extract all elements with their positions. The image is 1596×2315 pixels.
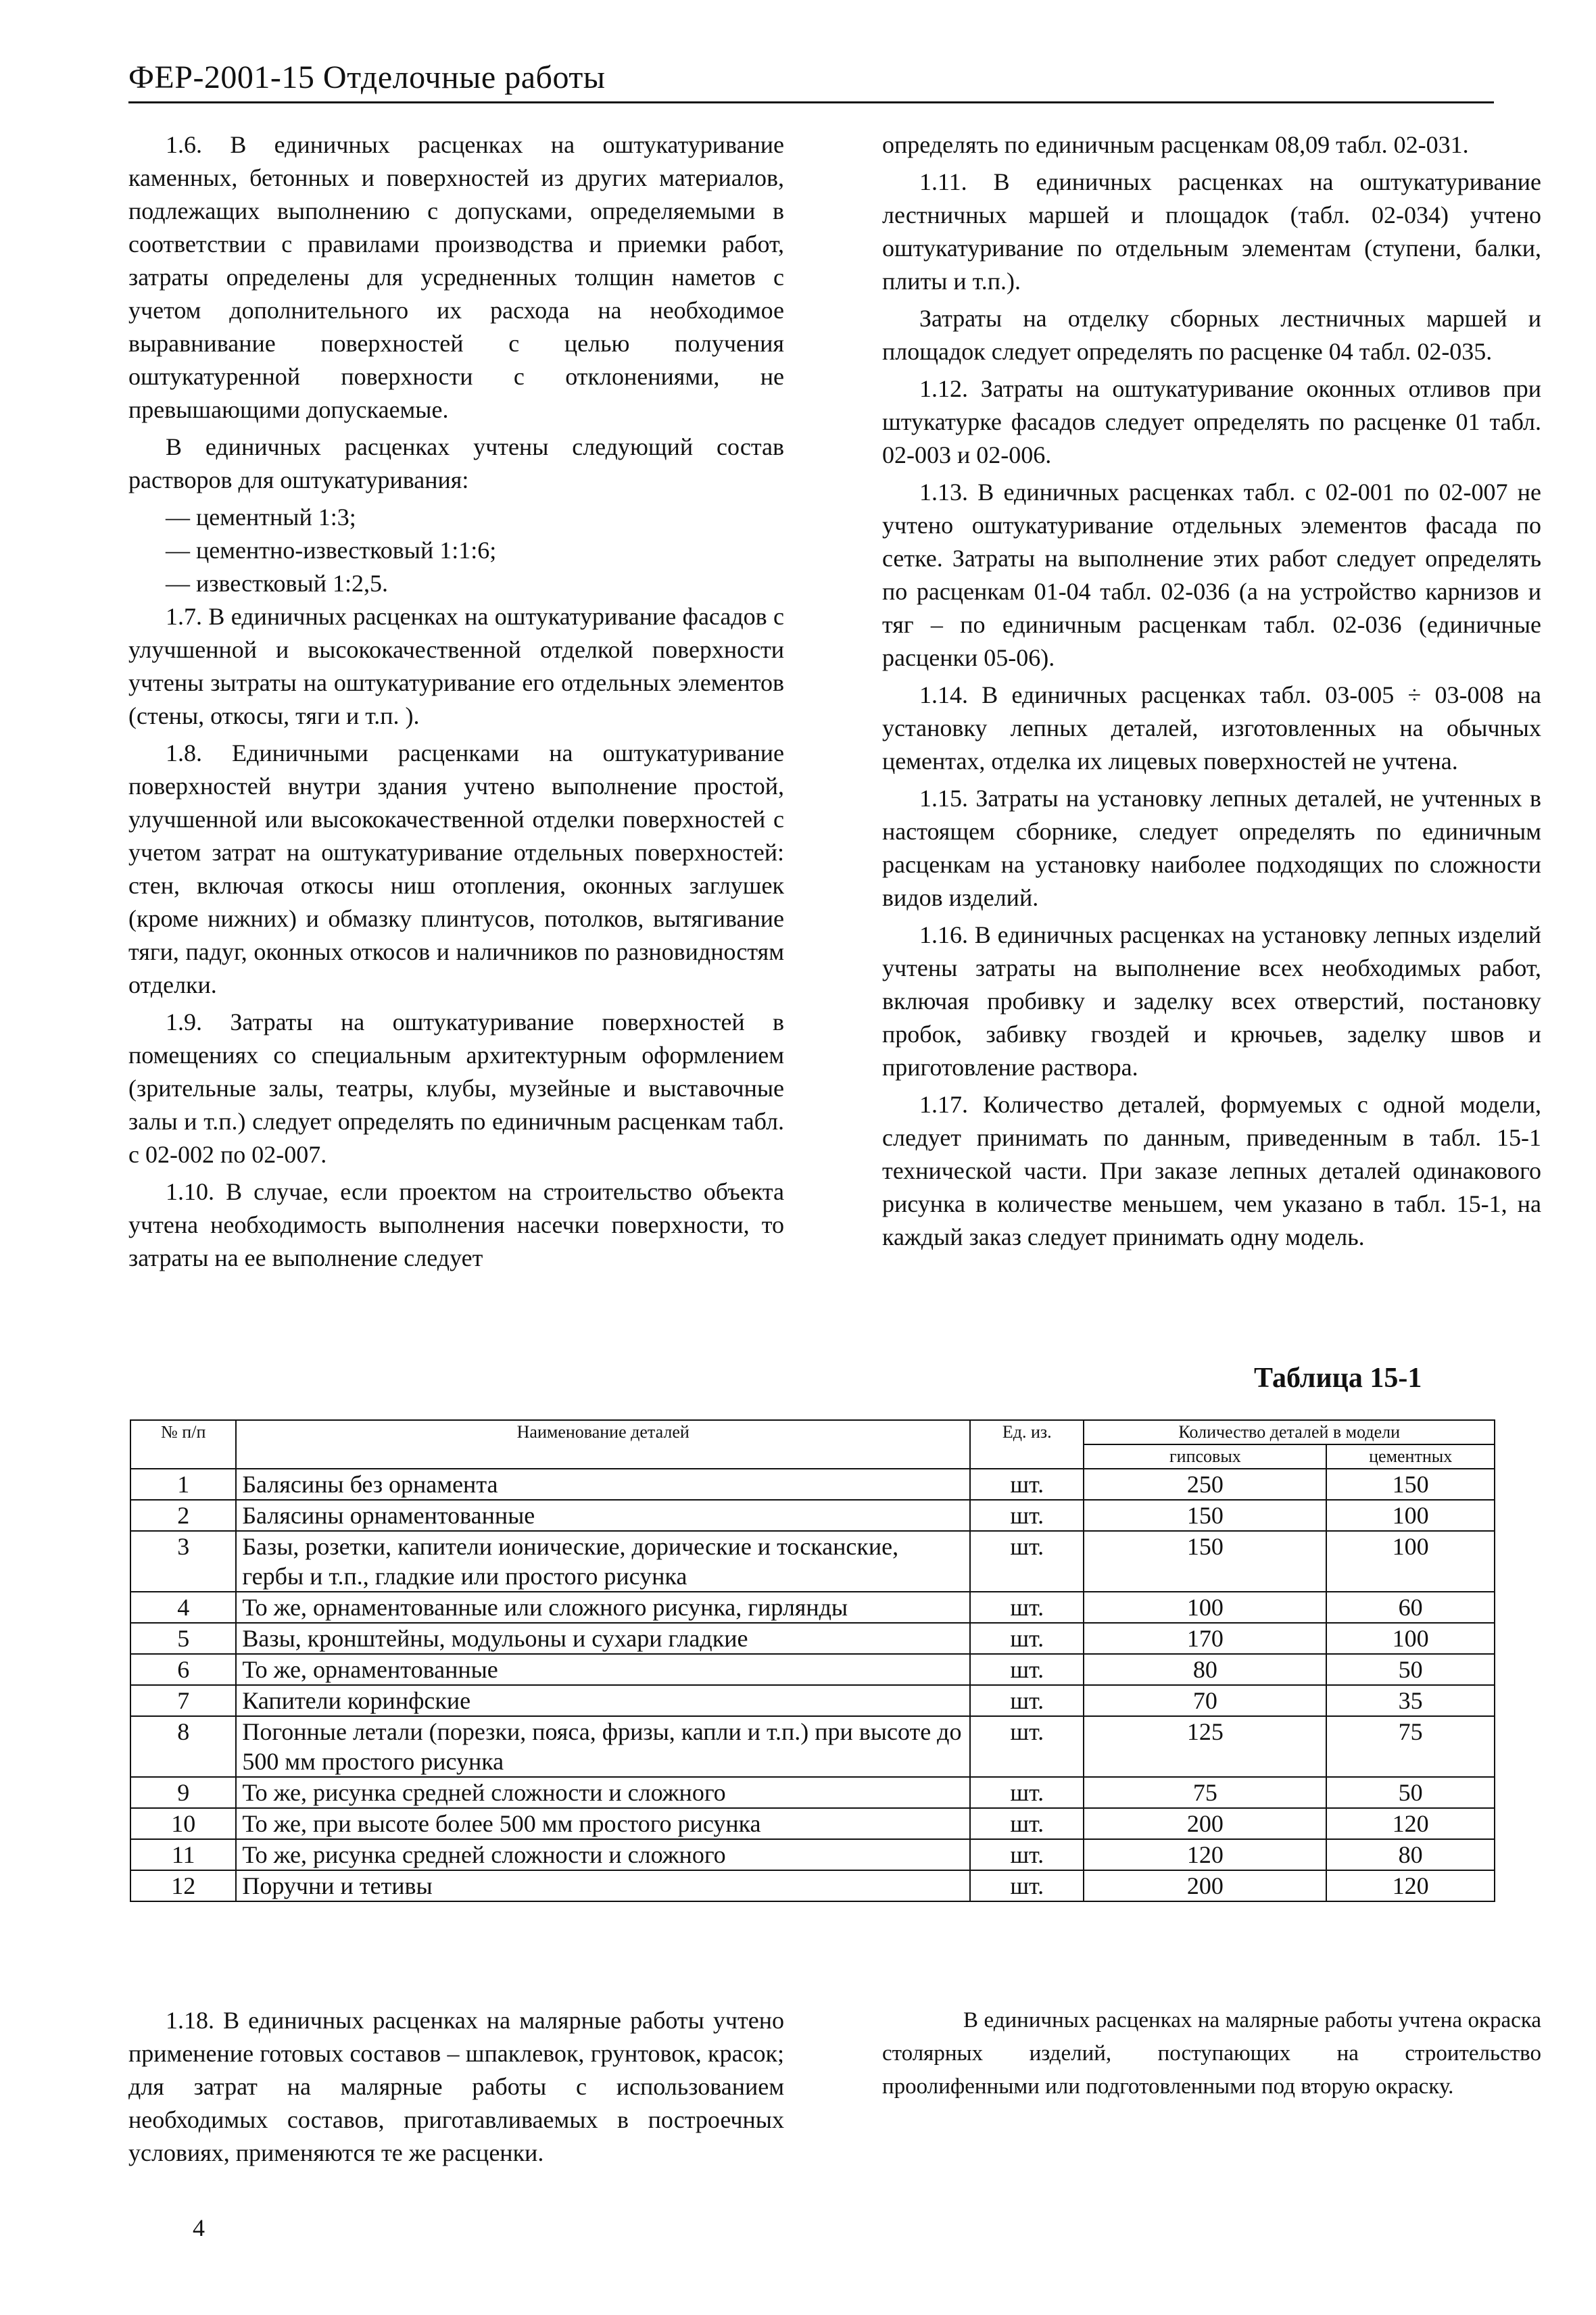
mortar-item-lime: — известковый 1:2,5. [166, 570, 388, 597]
table-row [130, 1870, 1495, 1901]
cell-cement: 50 [1326, 1654, 1495, 1685]
cell-cement: 60 [1326, 1592, 1495, 1623]
cell-name: Вазы, кронштейны, модульоны и сухари гладкие [236, 1623, 970, 1654]
cell-name: Погонные летали (порезки, пояса, фризы, капли и т.п.) при высоте до 500 мм простого рисунка [236, 1716, 970, 1777]
cell-unit: шт. [970, 1685, 1084, 1716]
cell-cement: 100 [1326, 1531, 1495, 1592]
header-num: № п/п [130, 1420, 236, 1469]
paragraph-1-6: 1.6. В единичных расценках на оштукатуривание каменных, бетонных и поверхностей из других материалов, подлежащих выполнению с допусками, определяемыми в соответствии с правилами производства и приемки работ, затраты определены для усредненных толщин наметов с учетом дополнительного их расхода на необходимое выравнивание поверхностей с целью получения оштукатуренной поверхности с отклонениями, не превышающими допускаемые. [128, 131, 784, 423]
cell-name: То же, рисунка средней сложности и сложного [236, 1777, 970, 1808]
cell-gypsum: 150 [1084, 1500, 1326, 1531]
paragraph-1-18: 1.18. В единичных расценках на малярные работы учтено применение готовых составов – шпаклевок, грунтовок, красок; для затрат на малярные работы с использованием необходимых составов, приготавливаемых в построечных условиях, применяются те же расценки. [128, 2007, 784, 2166]
paragraph-1-12: 1.12. Затраты на оштукатуривание оконных отливов при штукатурке фасадов следует определять по расценке 01 табл. 02-003 и 02-006. [882, 375, 1541, 468]
paragraph-1-15: 1.15. Затраты на установку лепных деталей, не учтенных в настоящем сборнике, следует определять по единичным расценкам на установку наиболее подходящих по сложности видов изделий. [882, 785, 1541, 911]
left-column [128, 128, 784, 1279]
cell-gypsum: 170 [1084, 1623, 1326, 1654]
cell-gypsum: 250 [1084, 1469, 1326, 1500]
cell-unit: шт. [970, 1469, 1084, 1500]
cell-gypsum: 75 [1084, 1777, 1326, 1808]
table-row [130, 1716, 1495, 1777]
right-column [882, 128, 1541, 1258]
cell-unit: шт. [970, 1777, 1084, 1808]
cell-unit: шт. [970, 1592, 1084, 1623]
page-number: 4 [193, 2214, 205, 2241]
paragraph-1-7: 1.7. В единичных расценках на оштукатуривание фасадов с улучшенной и высококачественной отделкой поверхности учтены зытраты на оштукатуривание его отдельных элементов (стены, откосы, тяги и т.п. ). [128, 603, 784, 729]
paragraph-1-18-block [128, 2004, 784, 2170]
cell-unit: шт. [970, 1839, 1084, 1870]
paragraph-1-11-stairs: Затраты на отделку сборных лестничных маршей и площадок следует определять по расценке 04 табл. 02-035. [882, 305, 1541, 365]
cell-unit: шт. [970, 1500, 1084, 1531]
cell-cement: 50 [1326, 1777, 1495, 1808]
cell-unit: шт. [970, 1870, 1084, 1901]
painting-note-block [882, 2004, 1541, 2103]
cell-num: 6 [130, 1654, 236, 1685]
cell-name: То же, орнаментованные или сложного рисунка, гирлянды [236, 1592, 970, 1623]
cell-name: Капители коринфские [236, 1685, 970, 1716]
cell-gypsum: 200 [1084, 1870, 1326, 1901]
cell-name: Базы, розетки, капители ионические, дорические и тосканские, гербы и т.п., гладкие или простого рисунка [236, 1531, 970, 1592]
parts-per-model-table [130, 1419, 1495, 1902]
cell-num: 4 [130, 1592, 236, 1623]
cell-name: Балясины без орнамента [236, 1469, 970, 1500]
cell-name: Балясины орнаментованные [236, 1500, 970, 1531]
header-count: Количество деталей в модели [1084, 1420, 1495, 1444]
paragraph-1-13: 1.13. В единичных расценках табл. с 02-001 по 02-007 не учтено оштукатуривание отдельных элементов фасада по сетке. Затраты на выполнение этих работ следует определять по расценкам 01-04 табл. 02-036 (а на устройство карнизов и тяг – по единичным расценкам табл. 02-036 (единичные расценки 05-06). [882, 479, 1541, 671]
cell-unit: шт. [970, 1808, 1084, 1839]
table-header-row [130, 1420, 1495, 1444]
paragraph-1-16: 1.16. В единичных расценках на установку лепных изделий учтены затраты на выполнение всех необходимых работ, включая пробивку и заделку всех отверстий, постановку пробок, забивку гвоздей и крючьев, заделку швов и приготовление раствора. [882, 921, 1541, 1081]
paragraph-1-10: 1.10. В случае, если проектом на строительство объекта учтена необходимость выполнения насечки поверхности, то затраты на ее выполнение следует [128, 1178, 784, 1271]
cell-name: То же, орнаментованные [236, 1654, 970, 1685]
running-header [128, 54, 1494, 103]
cell-num: 5 [130, 1623, 236, 1654]
mortar-item-cement-lime: — цементно-известковый 1:1:6; [166, 537, 497, 564]
cell-num: 7 [130, 1685, 236, 1716]
cell-num: 1 [130, 1469, 236, 1500]
paragraph-mortars-intro: В единичных расценках учтены следующий состав растворов для оштукатуривания: [128, 433, 784, 493]
header-cement: цементных [1326, 1444, 1495, 1469]
cell-num: 12 [130, 1870, 236, 1901]
cell-unit: шт. [970, 1716, 1084, 1777]
table-row [130, 1531, 1495, 1592]
table-row [130, 1654, 1495, 1685]
mortar-item-cement: — цементный 1:3; [166, 504, 356, 531]
cell-cement: 120 [1326, 1808, 1495, 1839]
cell-cement: 75 [1326, 1716, 1495, 1777]
table-row [130, 1839, 1495, 1870]
table-row [130, 1469, 1495, 1500]
cell-num: 3 [130, 1531, 236, 1592]
cell-gypsum: 120 [1084, 1839, 1326, 1870]
painting-note: В единичных расценках на малярные работы учтена окраска столярных изделий, поступающих на строительство проолифенными или подготовленными под вторую окраску. [882, 2008, 1541, 2099]
paragraph-1-9: 1.9. Затраты на оштукатуривание поверхностей в помещениях со специальным архитектурным оформлением (зрительные залы, театры, клубы, музейные и выставочные залы и т.п.) следует определять по единичным расценкам табл. с 02-002 по 02-007. [128, 1008, 784, 1168]
cell-cement: 100 [1326, 1623, 1495, 1654]
header-name: Наименование деталей [236, 1420, 970, 1469]
cell-cement: 100 [1326, 1500, 1495, 1531]
table-row [130, 1685, 1495, 1716]
paragraph-1-10-continued: определять по единичным расценкам 08,09 табл. 02-031. [882, 131, 1469, 158]
cell-num: 2 [130, 1500, 236, 1531]
cell-num: 8 [130, 1716, 236, 1777]
table-row [130, 1500, 1495, 1531]
cell-cement: 150 [1326, 1469, 1495, 1500]
cell-unit: шт. [970, 1654, 1084, 1685]
table-row [130, 1777, 1495, 1808]
cell-name: То же, при высоте более 500 мм простого рисунка [236, 1808, 970, 1839]
header-unit: Ед. из. [970, 1420, 1084, 1469]
cell-num: 10 [130, 1808, 236, 1839]
paragraph-1-11: 1.11. В единичных расценках на оштукатуривание лестничных маршей и площадок (табл. 02-034) учтено оштукатуривание по отдельным элементам (ступени, балки, плиты и т.п.). [882, 168, 1541, 295]
cell-gypsum: 150 [1084, 1531, 1326, 1592]
table-row [130, 1592, 1495, 1623]
cell-gypsum: 100 [1084, 1592, 1326, 1623]
paragraph-1-8: 1.8. Единичными расценками на оштукатуривание поверхностей внутри здания учтено выполнение простой, улучшенной или высококачественной отделки поверхностей с учетом затрат на оштукатуривание отдельных поверхностей: стен, включая откосы ниш отопления, оконных заглушек (кроме нижних) и обмазку плинтусов, потолков, вытягивание тяги, падуг, оконных откосов и наличников по разновидностям отделки. [128, 739, 784, 998]
paragraph-1-14: 1.14. В единичных расценках табл. 03-005 ÷ 03-008 на установку лепных деталей, изготовленных на обычных цементах, отделка их лицевых поверхностей не учтена. [882, 681, 1541, 775]
table-caption: Таблица 15-1 [1254, 1363, 1422, 1394]
cell-cement: 80 [1326, 1839, 1495, 1870]
header-title: ФЕР-2001-15 Отделочные работы [128, 59, 606, 95]
cell-num: 11 [130, 1839, 236, 1870]
cell-gypsum: 125 [1084, 1716, 1326, 1777]
cell-num: 9 [130, 1777, 236, 1808]
paragraph-1-17: 1.17. Количество деталей, формуемых с одной модели, следует принимать по данным, приведенным в табл. 15-1 технической части. При заказе лепных деталей одинакового рисунка в количестве меньшем, чем указано в табл. 15-1, на каждый заказ следует принимать одну модель. [882, 1091, 1541, 1250]
table-row [130, 1808, 1495, 1839]
table-row [130, 1623, 1495, 1654]
header-gypsum: гипсовых [1084, 1444, 1326, 1469]
cell-unit: шт. [970, 1623, 1084, 1654]
cell-gypsum: 200 [1084, 1808, 1326, 1839]
cell-gypsum: 70 [1084, 1685, 1326, 1716]
cell-cement: 120 [1326, 1870, 1495, 1901]
table-body [130, 1469, 1495, 1901]
cell-gypsum: 80 [1084, 1654, 1326, 1685]
cell-cement: 35 [1326, 1685, 1495, 1716]
cell-name: Поручни и тетивы [236, 1870, 970, 1901]
cell-name: То же, рисунка средней сложности и сложного [236, 1839, 970, 1870]
cell-unit: шт. [970, 1531, 1084, 1592]
